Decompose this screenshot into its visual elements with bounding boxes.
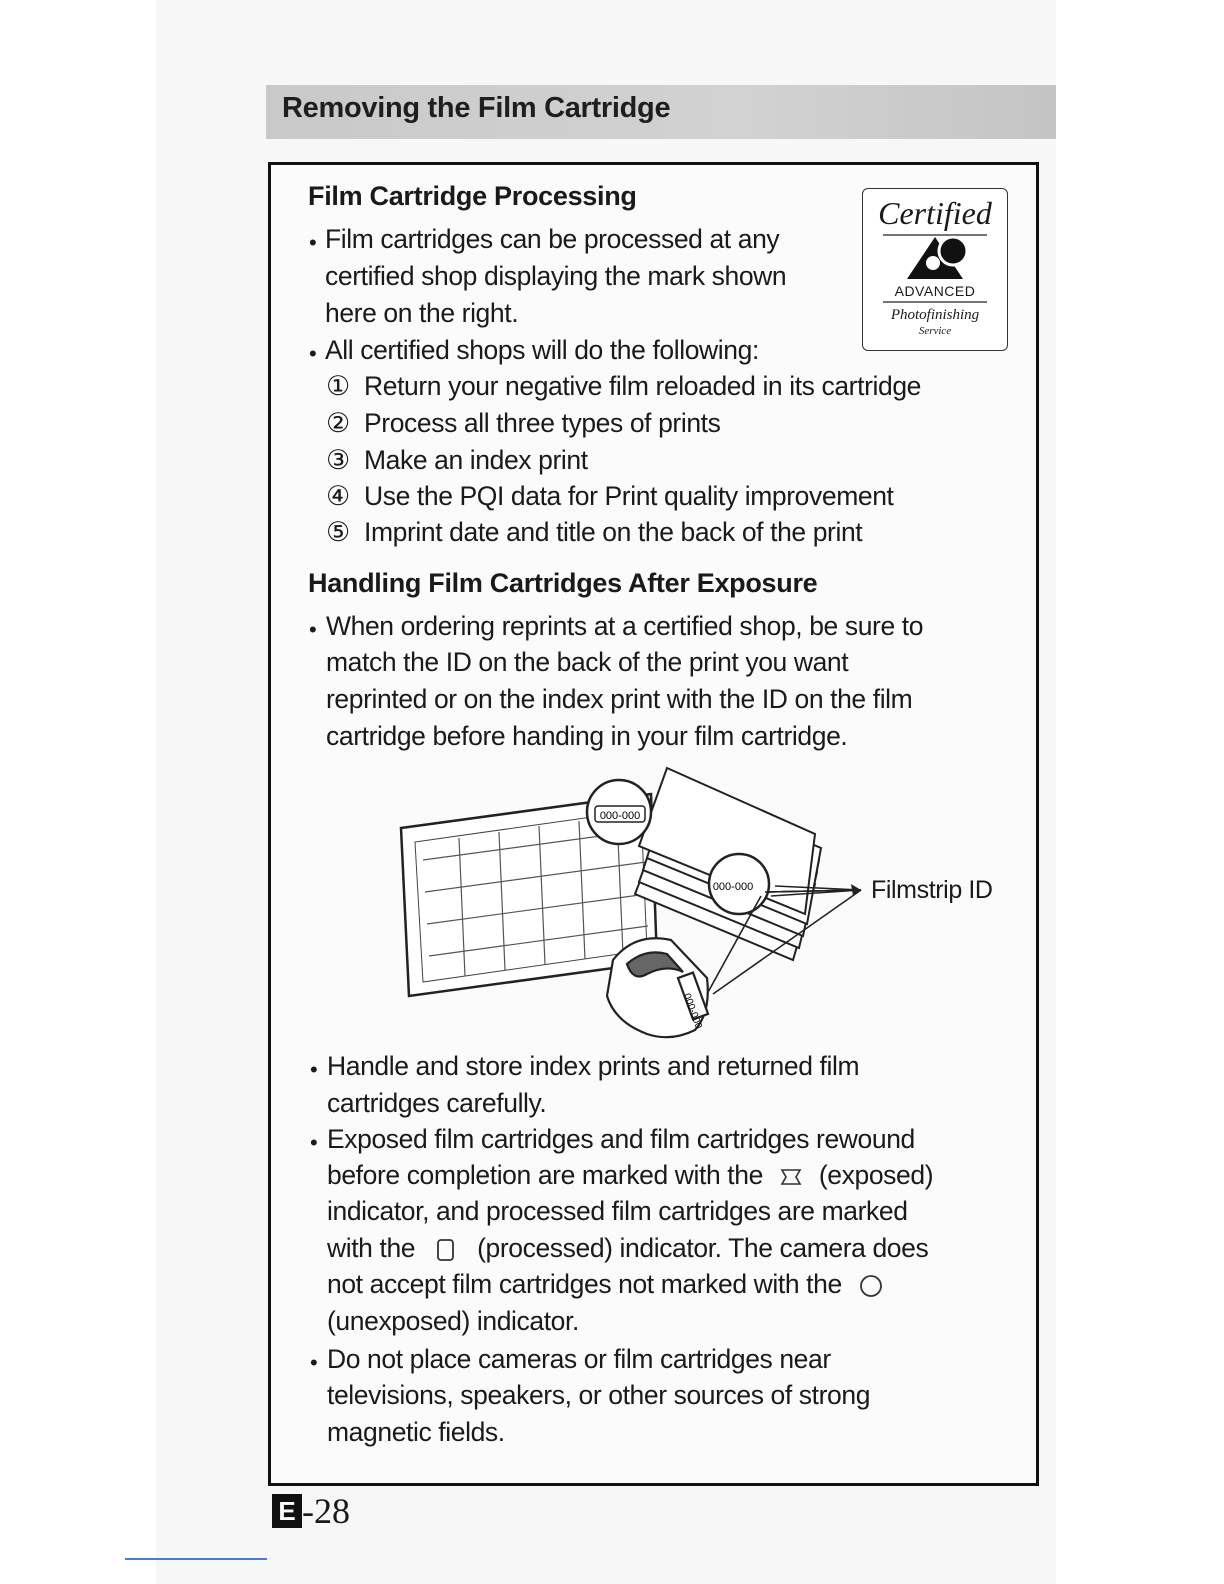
text-line: magnetic fields.: [327, 1417, 505, 1447]
bullet-marker: •: [310, 1130, 318, 1155]
text-line: televisions, speakers, or other sources of strong: [327, 1380, 871, 1410]
bullet-marker: •: [310, 1057, 318, 1082]
list-item-text: Make an index print: [364, 445, 588, 475]
logo-bottom-word: Photofinishing: [890, 307, 980, 323]
list-item-text: Process all three types of prints: [364, 408, 721, 438]
bullet-marker: •: [309, 617, 317, 642]
list-number: ③: [326, 445, 351, 475]
logo-bottom-word2: Service: [918, 325, 952, 337]
list-number: ⑤: [326, 517, 351, 547]
certified-logo: [862, 188, 1008, 351]
text-line: Handle and store index prints and returned film: [327, 1051, 860, 1081]
list-number: ②: [326, 408, 351, 438]
text-fragment: before completion are marked with the: [327, 1160, 763, 1190]
index-print-and-cartridge-drawing: [395, 764, 1015, 1049]
text-fragment: (processed) indicator. The camera does: [477, 1233, 929, 1263]
text-line: indicator, and processed film cartridges are marked: [327, 1196, 908, 1226]
unexposed-indicator-icon: [855, 1273, 887, 1299]
text-line: Exposed film cartridges and film cartridges rewound: [327, 1124, 915, 1154]
text-fragment: with the: [327, 1233, 416, 1263]
processed-indicator-icon: [430, 1237, 462, 1263]
logo-middle-word: ADVANCED: [894, 283, 976, 299]
text-line: All certified shops will do the following:: [325, 335, 759, 365]
text-line: cartridges carefully.: [327, 1088, 547, 1118]
text-line: cartridge before handing in your film cartridge.: [326, 721, 848, 751]
text-line: Do not place cameras or film cartridges near: [327, 1344, 831, 1374]
logo-top-word: Certified: [878, 195, 992, 231]
text-line: Film cartridges can be processed at any: [325, 224, 780, 254]
text-line: match the ID on the back of the print you want: [326, 647, 849, 677]
filmstrip-id-label: Filmstrip ID: [871, 876, 993, 904]
bullet-marker: •: [310, 1350, 318, 1375]
list-number: ④: [326, 481, 351, 511]
filmstrip-id-illustration: [395, 764, 1015, 1049]
bottom-rule: [125, 1558, 267, 1560]
index-id-text: 000-000: [599, 810, 641, 822]
bullet-marker: •: [309, 230, 317, 255]
list-item-text: Imprint date and title on the back of the print: [364, 517, 863, 547]
text-line: certified shop displaying the mark shown: [325, 261, 787, 291]
print-id-text: 000-000: [712, 881, 754, 893]
list-item-text: Return your negative film reloaded in its cartridge: [364, 371, 921, 401]
exposed-indicator-icon: [776, 1165, 806, 1189]
page-number: [272, 1490, 350, 1532]
bullet-marker: •: [309, 341, 317, 366]
text-fragment: not accept film cartridges not marked with the: [327, 1269, 842, 1299]
list-item-text: Use the PQI data for Print quality improvement: [364, 481, 894, 511]
text-line-with-unexposed-icon: [327, 1269, 887, 1300]
section-heading-processing: Film Cartridge Processing: [308, 181, 637, 211]
page-number-text: -28: [302, 1491, 350, 1531]
text-line: reprinted or on the index print with the ID on the film: [326, 684, 913, 714]
section-heading-handling: Handling Film Cartridges After Exposure: [308, 568, 818, 598]
language-badge: E: [272, 1494, 302, 1528]
text-line: (unexposed) indicator.: [327, 1306, 579, 1336]
text-line-with-exposed-icon: [327, 1160, 933, 1191]
list-number: ①: [326, 371, 351, 401]
cartridge-id-text: 000-000: [680, 992, 704, 1031]
page-title: Removing the Film Cartridge: [282, 92, 671, 124]
text-line: When ordering reprints at a certified shop, be sure to: [326, 611, 924, 641]
text-line: here on the right.: [325, 298, 519, 328]
text-line-with-processed-icon: [327, 1233, 928, 1264]
text-fragment: (exposed): [818, 1160, 934, 1190]
